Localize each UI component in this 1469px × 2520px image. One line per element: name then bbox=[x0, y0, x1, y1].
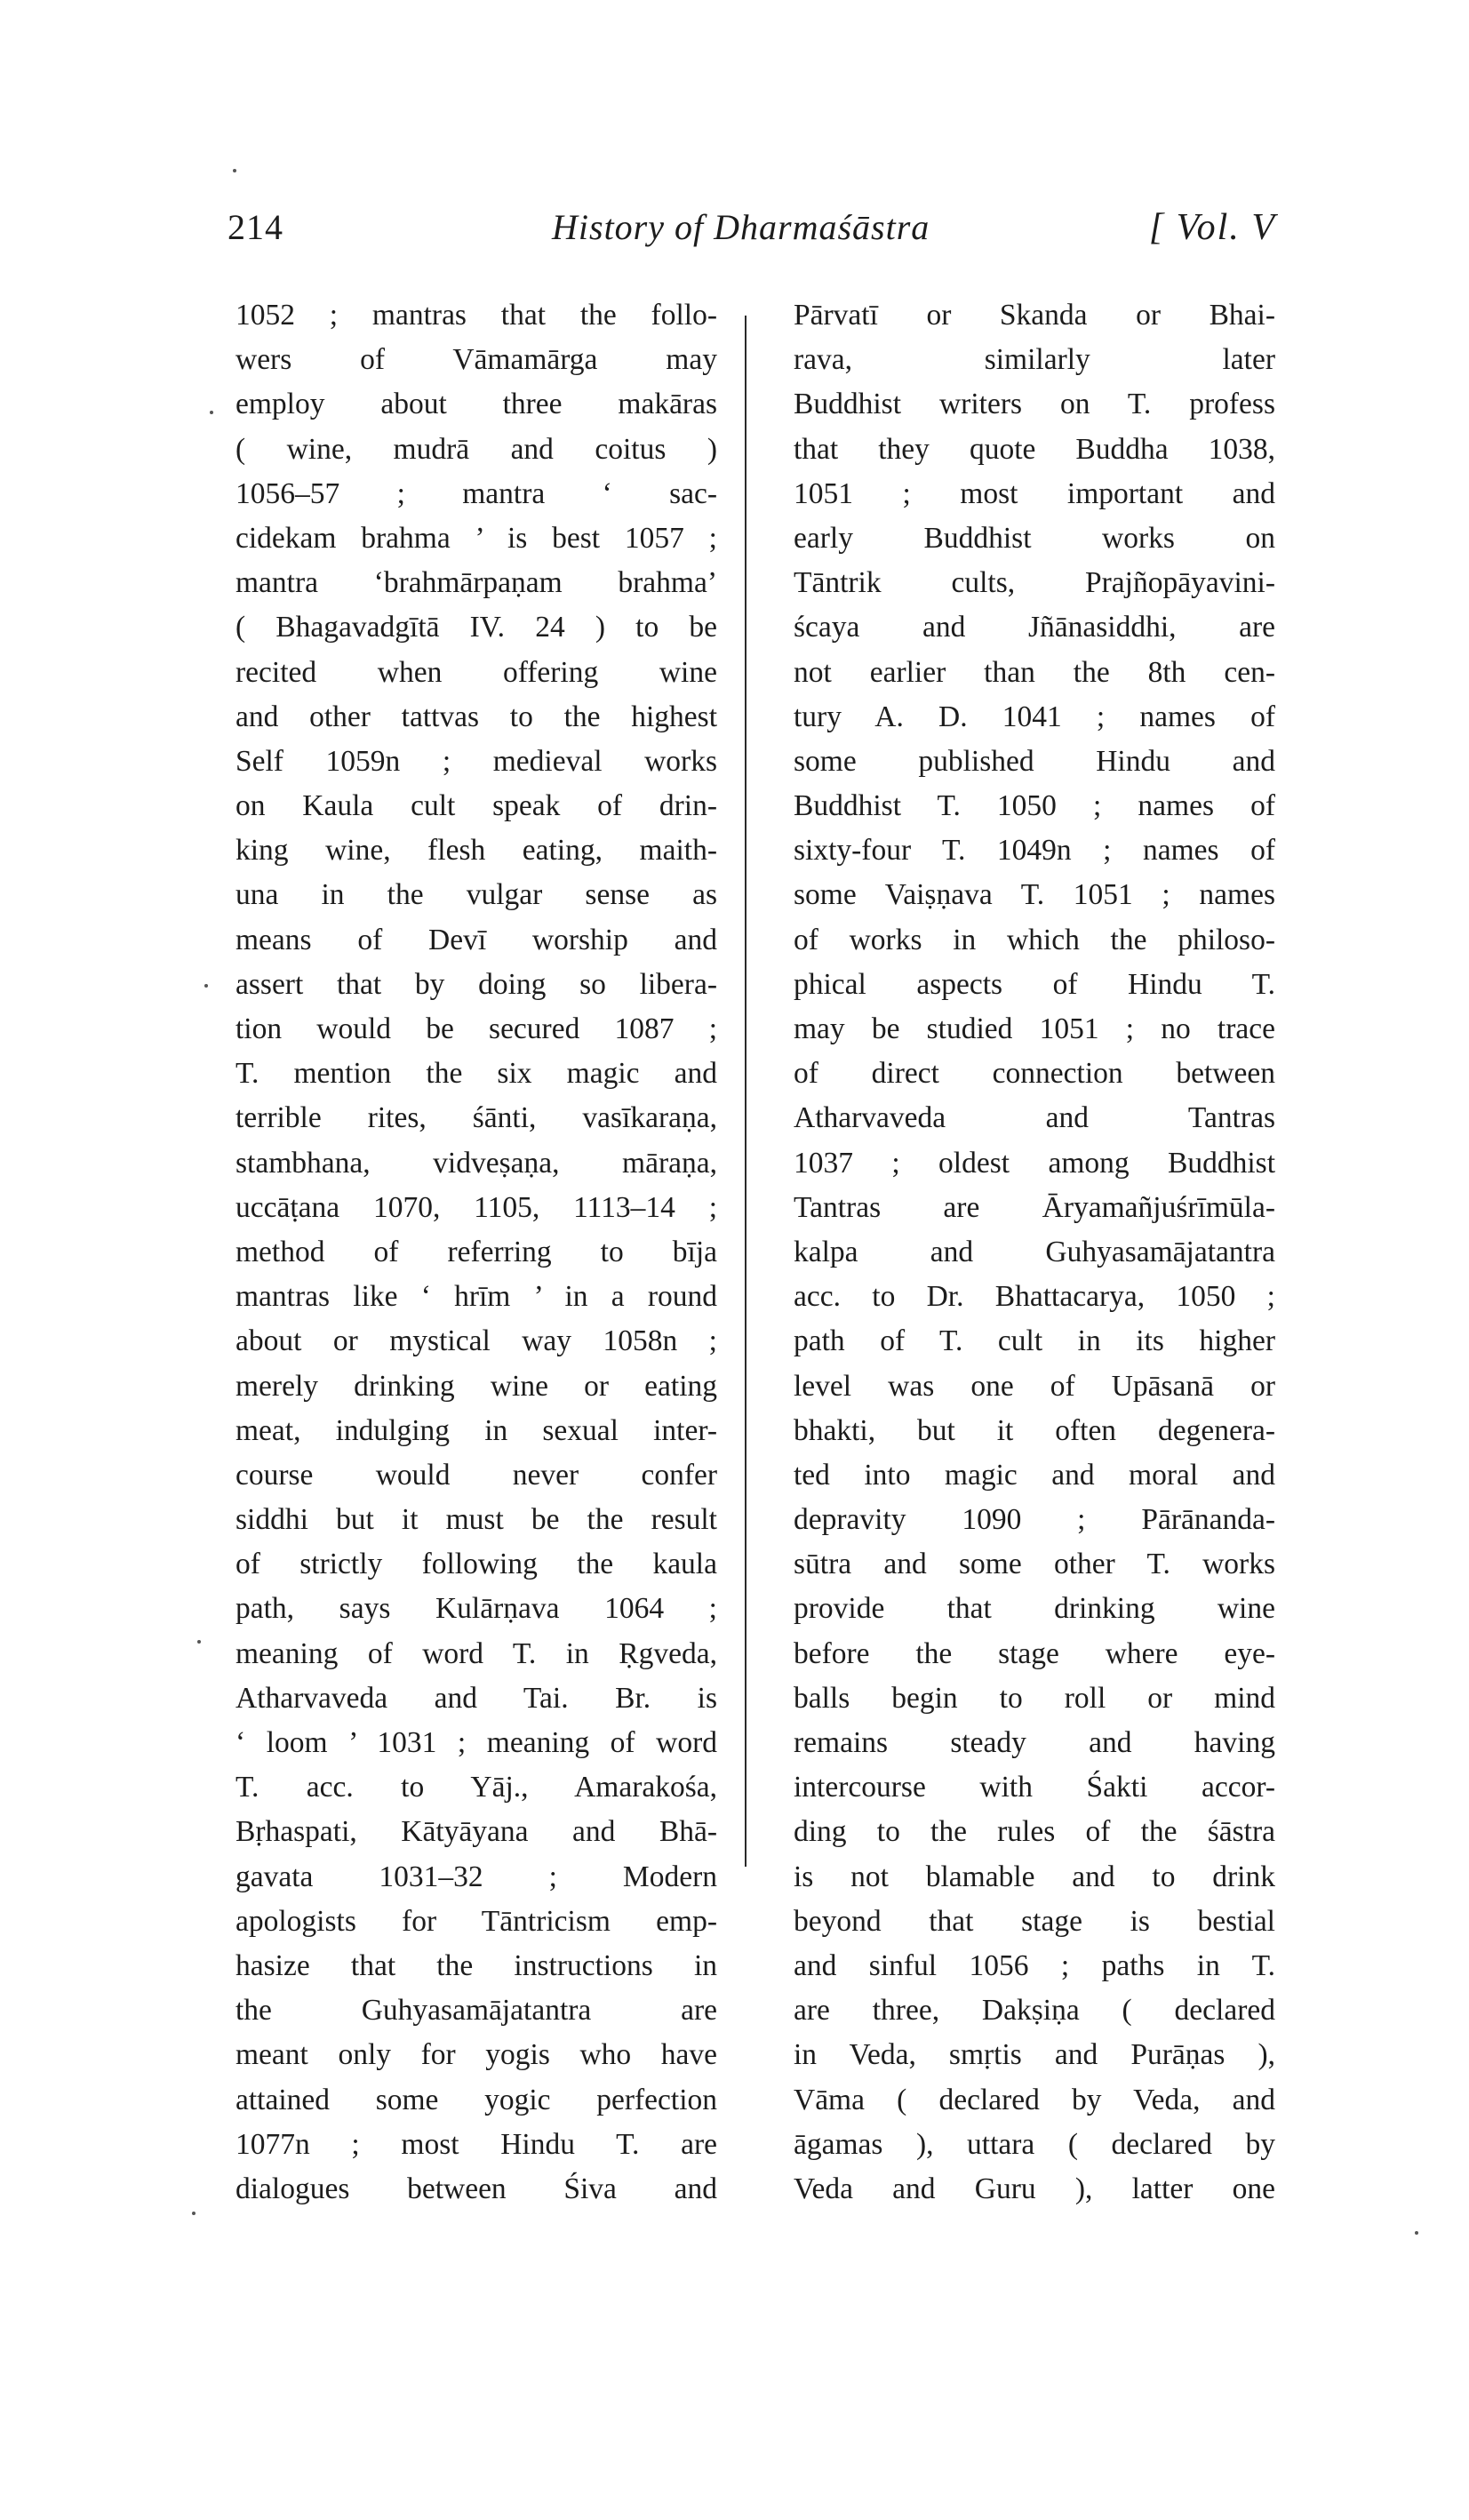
left-column-line: employ about three makāras bbox=[236, 388, 717, 421]
left-column-line: means of Devī worship and bbox=[236, 923, 717, 956]
left-column-line: mantras like ‘ hrīm ’ in a round bbox=[236, 1280, 717, 1314]
column-divider bbox=[745, 316, 746, 1867]
right-column-line: before the stage where eye- bbox=[794, 1636, 1275, 1670]
volume-label: [ Vol. V bbox=[1148, 207, 1276, 248]
right-column-line: some Vaiṣṇava T. 1051 ; names bbox=[794, 878, 1275, 912]
right-column-line: āgamas ), uttara ( declared by bbox=[794, 2127, 1275, 2161]
left-column-line: T. mention the six magic and bbox=[236, 1057, 717, 1091]
left-column-line: on Kaula cult speak of drin- bbox=[236, 789, 717, 823]
right-column-line: level was one of Upāsanā or bbox=[794, 1369, 1275, 1403]
left-column-line: meaning of word T. in Ṛgveda, bbox=[236, 1636, 717, 1670]
scan-speck bbox=[204, 984, 208, 988]
right-column-line: may be studied 1051 ; no trace bbox=[794, 1012, 1275, 1045]
left-column-line: Self 1059n ; medieval works bbox=[236, 744, 717, 778]
left-column-line: path, says Kulārṇava 1064 ; bbox=[236, 1592, 717, 1626]
right-column-line: remains steady and having bbox=[794, 1726, 1275, 1759]
left-column-line: Atharvaveda and Tai. Br. is bbox=[236, 1681, 717, 1715]
scan-speck bbox=[192, 2212, 196, 2215]
right-column-line: sixty-four T. 1049n ; names of bbox=[794, 834, 1275, 868]
right-column-line: Pārvatī or Skanda or Bhai- bbox=[794, 299, 1275, 332]
left-text-column bbox=[236, 293, 717, 2212]
left-column-line: king wine, flesh eating, maith- bbox=[236, 834, 717, 868]
left-column-line: the Guhyasamājatantra are bbox=[236, 1994, 717, 2028]
right-column-line: balls begin to roll or mind bbox=[794, 1681, 1275, 1715]
right-column-line: of works in which the philoso- bbox=[794, 923, 1275, 956]
left-column-line: uccāṭana 1070, 1105, 1113–14 ; bbox=[236, 1190, 717, 1224]
left-column-line: of strictly following the kaula bbox=[236, 1548, 717, 1581]
running-title: History of Dharmaśāstra bbox=[552, 207, 930, 247]
page-header bbox=[228, 206, 1276, 260]
scan-speck bbox=[1415, 2231, 1418, 2235]
left-column-line: mantra ‘brahmārpaṇam brahma’ bbox=[236, 566, 717, 600]
left-column-line: wers of Vāmamārga may bbox=[236, 343, 717, 377]
page-number: 214 bbox=[228, 207, 283, 247]
right-text-column bbox=[794, 293, 1275, 2212]
right-column-line: phical aspects of Hindu T. bbox=[794, 967, 1275, 1001]
left-column-line: Bṛhaspati, Kātyāyana and Bhā- bbox=[236, 1815, 717, 1849]
left-column-line: hasize that the instructions in bbox=[236, 1948, 717, 1982]
right-column-line: 1037 ; oldest among Buddhist bbox=[794, 1146, 1275, 1180]
right-column-line: path of T. cult in its higher bbox=[794, 1324, 1275, 1358]
right-column-line: are three, Dakṣiṇa ( declared bbox=[794, 1994, 1275, 2028]
left-column-line: recited when offering wine bbox=[236, 655, 717, 689]
left-column-line: siddhi but it must be the result bbox=[236, 1503, 717, 1537]
right-column-line: some published Hindu and bbox=[794, 744, 1275, 778]
scan-speck bbox=[210, 411, 213, 414]
right-column-line: Tantras are Āryamañjuśrīmūla- bbox=[794, 1190, 1275, 1224]
left-column-line: cidekam brahma ’ is best 1057 ; bbox=[236, 521, 717, 555]
right-column-line: is not blamable and to drink bbox=[794, 1860, 1275, 1893]
left-column-line: meat, indulging in sexual inter- bbox=[236, 1413, 717, 1447]
right-column-line: ścaya and Jñānasiddhi, are bbox=[794, 611, 1275, 644]
right-column-line: depravity 1090 ; Pārānanda- bbox=[794, 1503, 1275, 1537]
left-column-line: dialogues between Śiva and bbox=[236, 2172, 717, 2205]
left-column-line: 1077n ; most Hindu T. are bbox=[236, 2127, 717, 2161]
right-column-line: sūtra and some other T. works bbox=[794, 1548, 1275, 1581]
right-column-line: beyond that stage is bestial bbox=[794, 1904, 1275, 1938]
right-column-line: acc. to Dr. Bhattacarya, 1050 ; bbox=[794, 1280, 1275, 1314]
left-column-line: about or mystical way 1058n ; bbox=[236, 1324, 717, 1358]
right-column-line: 1051 ; most important and bbox=[794, 476, 1275, 510]
left-column-line: apologists for Tāntricism emp- bbox=[236, 1904, 717, 1938]
right-column-line: that they quote Buddha 1038, bbox=[794, 432, 1275, 466]
left-column-line: assert that by doing so libera- bbox=[236, 967, 717, 1001]
left-column-line: course would never confer bbox=[236, 1458, 717, 1492]
left-column-line: 1056–57 ; mantra ‘ sac- bbox=[236, 476, 717, 510]
right-column-line: Buddhist writers on T. profess bbox=[794, 388, 1275, 421]
right-column-line: early Buddhist works on bbox=[794, 521, 1275, 555]
right-column-line: Vāma ( declared by Veda, and bbox=[794, 2083, 1275, 2116]
right-column-line: ding to the rules of the śāstra bbox=[794, 1815, 1275, 1849]
left-column-line: ( Bhagavadgītā IV. 24 ) to be bbox=[236, 611, 717, 644]
left-column-line: ( wine, mudrā and coitus ) bbox=[236, 432, 717, 466]
right-column-line: intercourse with Śakti accor- bbox=[794, 1771, 1275, 1804]
right-column-line: in Veda, smṛtis and Purāṇas ), bbox=[794, 2038, 1275, 2072]
left-column-line: method of referring to bīja bbox=[236, 1235, 717, 1268]
left-column-line: tion would be secured 1087 ; bbox=[236, 1012, 717, 1045]
left-column-line: merely drinking wine or eating bbox=[236, 1369, 717, 1403]
right-column-line: ted into magic and moral and bbox=[794, 1458, 1275, 1492]
right-column-line: and sinful 1056 ; paths in T. bbox=[794, 1948, 1275, 1982]
right-column-line: Tāntrik cults, Prajñopāyavini- bbox=[794, 566, 1275, 600]
left-column-line: una in the vulgar sense as bbox=[236, 878, 717, 912]
right-column-line: provide that drinking wine bbox=[794, 1592, 1275, 1626]
scan-speck bbox=[233, 169, 236, 172]
left-column-line: ‘ loom ’ 1031 ; meaning of word bbox=[236, 1726, 717, 1759]
right-column-line: of direct connection between bbox=[794, 1057, 1275, 1091]
left-column-line: meant only for yogis who have bbox=[236, 2038, 717, 2072]
left-column-line: 1052 ; mantras that the follo- bbox=[236, 299, 717, 332]
left-column-line: and other tattvas to the highest bbox=[236, 700, 717, 733]
right-column-line: Veda and Guru ), latter one bbox=[794, 2172, 1275, 2205]
right-column-line: tury A. D. 1041 ; names of bbox=[794, 700, 1275, 733]
scan-speck bbox=[197, 1640, 201, 1644]
right-column-line: bhakti, but it often degenera- bbox=[794, 1413, 1275, 1447]
right-column-line: rava, similarly later bbox=[794, 343, 1275, 377]
right-column-line: kalpa and Guhyasamājatantra bbox=[794, 1235, 1275, 1268]
left-column-line: terrible rites, śānti, vasīkaraṇa, bbox=[236, 1101, 717, 1135]
right-column-line: Atharvaveda and Tantras bbox=[794, 1101, 1275, 1135]
left-column-line: stambhana, vidveṣaṇa, māraṇa, bbox=[236, 1146, 717, 1180]
left-column-line: T. acc. to Yāj., Amarakośa, bbox=[236, 1771, 717, 1804]
right-column-line: not earlier than the 8th cen- bbox=[794, 655, 1275, 689]
left-column-line: gavata 1031–32 ; Modern bbox=[236, 1860, 717, 1893]
left-column-line: attained some yogic perfection bbox=[236, 2083, 717, 2116]
right-column-line: Buddhist T. 1050 ; names of bbox=[794, 789, 1275, 823]
